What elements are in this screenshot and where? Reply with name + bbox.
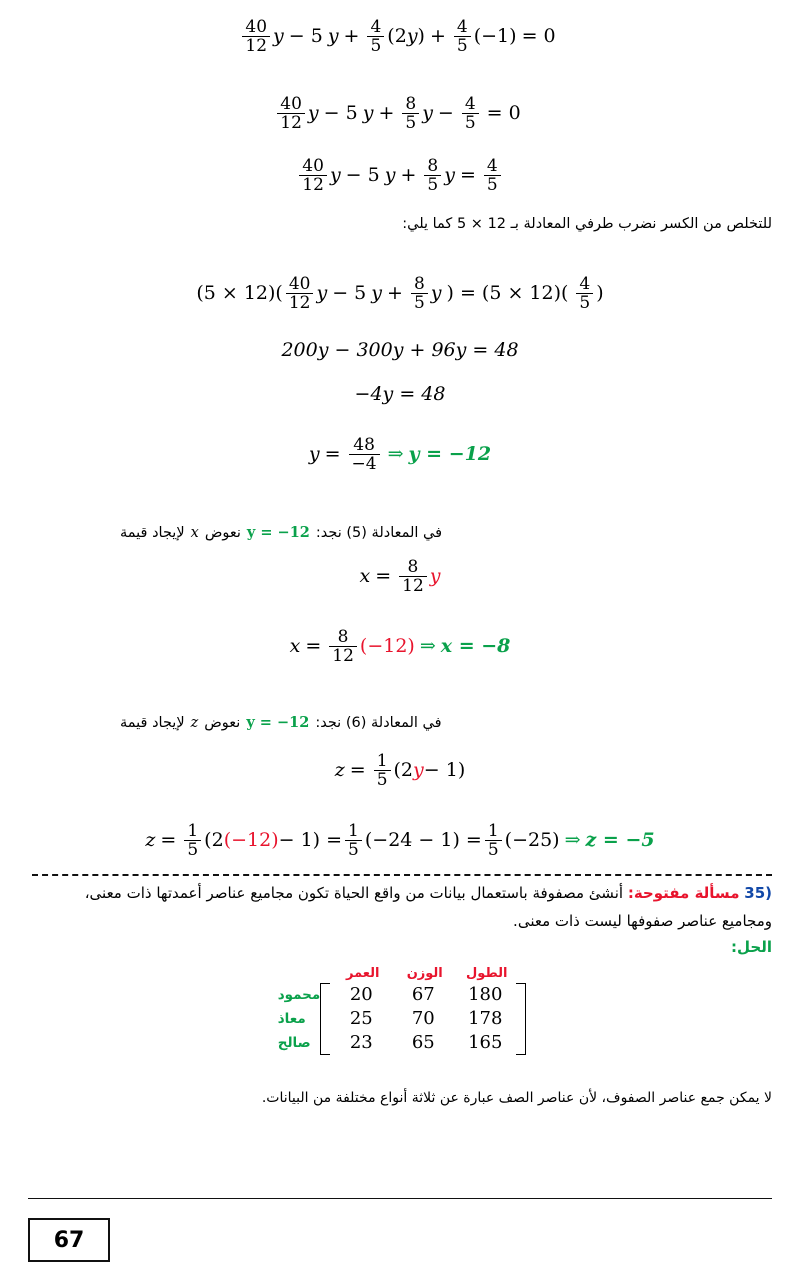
text-find-x-before: لإيجاد قيمة (120, 524, 185, 541)
arrow-implies: ⇒ (387, 443, 404, 466)
operator-plus: + (343, 25, 360, 48)
problem-number: (35 (744, 884, 772, 902)
fraction-1-5: $\frac{1}{5}$ (184, 822, 201, 860)
matrix-figure (0, 966, 800, 1055)
text-find-z-mid: نعوض (204, 714, 241, 731)
var-z: z (190, 714, 199, 731)
matrix-cell: 70 (411, 1008, 435, 1029)
equation-3 (0, 157, 800, 195)
fraction-40-12: $\frac{40}{12}$ (242, 18, 270, 56)
paren-open: (2 (204, 829, 224, 852)
problem-statement: أنشئ مصفوفة باستعمال بيانات من واقع الحياة تكون مجاميع عناصر أعمدتها ذات معنى، ومجاميع عناصر صفوفها ليست ذات معنى. (84, 884, 772, 930)
equals-zero: = 0 (486, 102, 521, 125)
footer-rule (28, 1198, 772, 1199)
fraction-1-5: $\frac{1}{5}$ (485, 822, 502, 860)
problem-title: مسألة مفتوحة: (627, 884, 740, 902)
fraction-1-5: $\frac{1}{5}$ (345, 822, 362, 860)
operator-plus: + (400, 164, 417, 187)
solution-note: لا يمكن جمع عناصر الصفوف، لأن عناصر الصف عبارة عن ثلاثة أنواع مختلفة من البيانات. (261, 1090, 772, 1106)
var-x: x (359, 565, 371, 588)
matrix-cell: 67 (411, 984, 435, 1005)
fraction-8-12: $\frac{8}{12}$ (399, 558, 427, 596)
var-z: z (334, 759, 345, 782)
equation-8 (0, 558, 800, 596)
term-minus-5: − 5 (323, 102, 358, 125)
fraction-4-5: $\frac{4}{5}$ (484, 157, 501, 195)
equation-7 (0, 436, 800, 474)
term-minus-5: − 5 (332, 282, 367, 305)
matrix-row (330, 983, 516, 1007)
fraction-40-12: $\frac{40}{12}$ (277, 95, 305, 133)
var-x: x (190, 524, 199, 541)
paren-open: (2 (393, 759, 414, 782)
var-y: y (316, 282, 328, 305)
var-y: y (371, 282, 383, 305)
result-x: x = −8 (440, 635, 511, 658)
var-y: y (422, 102, 433, 125)
var-y: y (329, 164, 341, 187)
var-y: y (308, 443, 320, 466)
substituted-value: (−12) (223, 829, 279, 852)
operator-minus: − (437, 102, 454, 125)
fraction-4-5: $\frac{4}{5}$ (462, 95, 479, 133)
matrix-cells (330, 983, 516, 1055)
multiplier-left: (5 × 12)( (196, 282, 283, 305)
text-find-z-before: لإيجاد قيمة (120, 714, 185, 731)
matrix-cell: 180 (468, 984, 503, 1005)
equation-4 (0, 275, 800, 313)
equation-5: 200y − 300y + 96y = 48 (281, 339, 519, 361)
section-divider (32, 874, 772, 876)
fraction-8-5: $\frac{8}{5}$ (411, 275, 428, 313)
matrix-bracket-left (320, 983, 330, 1055)
var-y: y (362, 102, 374, 125)
term-minus-5: − 5 (345, 164, 380, 187)
matrix-row-labels (278, 983, 321, 1055)
solution-label: الحل: (731, 938, 772, 956)
page-number: 67 (28, 1218, 110, 1262)
equals-sign: = (349, 759, 366, 782)
equals-sign: = (324, 443, 341, 466)
matrix-col-header: الطول (466, 966, 508, 981)
matrix-row (330, 1031, 516, 1055)
problem-35 (32, 880, 772, 936)
arrow-implies: ⇒ (564, 829, 581, 852)
fraction-48-neg4: $\frac{48}{-4}$ (349, 436, 380, 474)
equals-zero: = 0 (521, 25, 556, 48)
paren-close: − 1) (423, 759, 466, 782)
var-z: z (145, 829, 156, 852)
matrix-row-label: صالح (277, 1035, 311, 1051)
matrix-col-header: الوزن (406, 966, 443, 981)
equals-multiplier-right: ) = (5 × 12)( (446, 282, 569, 305)
result-z: z = −5 (585, 829, 655, 852)
matrix-row (330, 1007, 516, 1031)
text-find-z-after: في المعادلة (6) نجد: (315, 714, 442, 731)
operator-plus: + (429, 25, 446, 48)
matrix-row-label: محمود (277, 987, 321, 1003)
matrix-cell: 65 (411, 1032, 435, 1053)
paren-open-2y: (2 (387, 25, 407, 48)
matrix-column-headers (332, 966, 527, 981)
fraction-40-12: $\frac{40}{12}$ (299, 157, 327, 195)
equation-11 (0, 822, 800, 860)
fraction-4-5: $\frac{4}{5}$ (576, 275, 593, 313)
expr-tail-2: (−24 − 1) = (364, 829, 482, 852)
text-find-x-after: في المعادلة (5) نجد: (315, 524, 443, 541)
var-y: y (384, 164, 396, 187)
operator-plus: + (378, 102, 395, 125)
matrix-cell: 23 (349, 1032, 373, 1053)
term-minus-5: − 5 (288, 25, 323, 48)
equation-1 (0, 18, 800, 56)
var-y-red: y (429, 565, 441, 588)
var-y: y (307, 102, 319, 125)
equals-sign: = (375, 565, 392, 588)
matrix-cell: 25 (349, 1008, 373, 1029)
fraction-4-5: $\frac{4}{5}$ (367, 18, 384, 56)
fraction-8-12: $\frac{8}{12}$ (329, 628, 357, 666)
fraction-8-5: $\frac{8}{5}$ (402, 95, 419, 133)
equation-2 (0, 95, 800, 133)
fraction-40-12: $\frac{40}{12}$ (286, 275, 314, 313)
var-y: y (444, 164, 455, 187)
value-y-green: y = −12 (246, 524, 310, 541)
var-y: y (430, 282, 442, 305)
matrix-col-header: العمر (345, 966, 380, 981)
text-find-z (120, 714, 772, 731)
value-y-green: y = −12 (246, 714, 310, 731)
text-find-x-mid: نعوض (204, 524, 241, 541)
paren-close: ) (417, 25, 425, 48)
text-clear-fractions: للتخلص من الكسر نضرب طرفي المعادلة بـ 12 × 5 كما يلي: (402, 216, 772, 232)
var-y: y (273, 25, 284, 48)
paren-close: ) (596, 282, 604, 305)
equation-6: −4y = 48 (354, 383, 446, 405)
var-y-red: y (413, 759, 424, 782)
fraction-4-5: $\frac{4}{5}$ (454, 18, 471, 56)
expr-tail-1: − 1) = (278, 829, 343, 852)
expr-tail-3: (−25) (504, 829, 560, 852)
matrix-row-label: معاذ (277, 1011, 306, 1027)
equals-sign: = (305, 635, 322, 658)
matrix-cell: 178 (468, 1008, 503, 1029)
fraction-1-5: $\frac{1}{5}$ (374, 752, 391, 790)
var-y: y (406, 25, 418, 48)
result-y: y = −12 (408, 443, 492, 466)
arrow-implies: ⇒ (419, 635, 436, 658)
matrix-bracket-right (516, 983, 526, 1055)
matrix-cell: 165 (468, 1032, 503, 1053)
term-minus-one: (−1) (473, 25, 517, 48)
text-find-x (120, 524, 772, 541)
equation-10 (0, 752, 800, 790)
matrix-cell: 20 (349, 984, 373, 1005)
var-y: y (327, 25, 339, 48)
equation-9 (0, 628, 800, 666)
fraction-8-5: $\frac{8}{5}$ (424, 157, 441, 195)
equals-sign: = (160, 829, 177, 852)
substituted-value: (−12) (359, 635, 415, 658)
equals-sign: = (459, 164, 476, 187)
operator-plus: + (387, 282, 403, 305)
var-x: x (289, 635, 301, 658)
